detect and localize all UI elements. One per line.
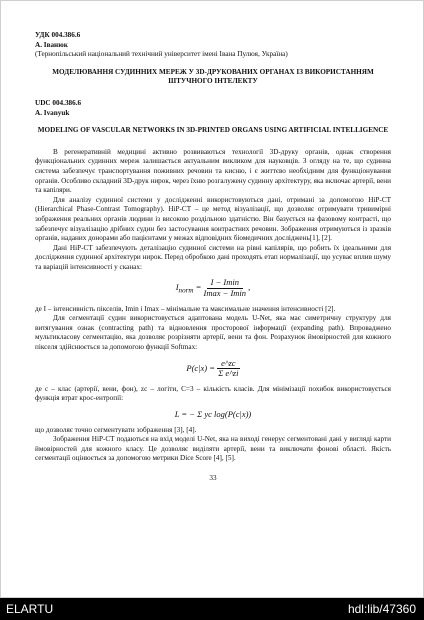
paragraph-2: Для аналізу судинної системи у дослідженні використовуються дані, отримані за допомогою HiP-CT (Hierarchical Phase-Contrast Tomography). HiP-CT – це метод візуалізації, що дозволяє отримувати тривимірні зображення реальних органів людини із високою роздільною здатністю. Він базується на фазовому контрасті, що забезпечує візуалізацію дрібних судин без застосування контрастних речовин. Зображення отримуються із зразків органів, наданих донорами або пацієнтами у межах відповідних біомедичних досліджень[1], [2]. xyxy=(35,195,391,243)
softmax-formula xyxy=(35,359,391,379)
formula-2-fraction xyxy=(217,359,239,379)
article-body xyxy=(35,31,391,491)
formula-1-numerator: I − Imin xyxy=(207,278,243,289)
normalization-formula: $I_{norm}$ = $\frac{I - Imin}{Imax - Imin}$ , xyxy=(175,277,251,299)
formula-1-fraction xyxy=(203,278,246,298)
repository-footer xyxy=(0,598,424,620)
footer-handle-link[interactable]: hdl:lib/47360 xyxy=(347,602,416,616)
title-en: MODELING OF VASCULAR NETWORKS IN 3D-PRINTED ORGANS USING ARTIFICIAL INTELLIGENCE xyxy=(37,126,389,135)
formula-2-denominator: Σ e^zi xyxy=(218,368,239,379)
author-en: A. Ivanyuk xyxy=(35,108,70,117)
paragraph-8: Зображення HiP-CT подаються на вхід моделі U-Net, яка на виході генерує сегментовані дані у вигляді карти ймовірностей для кожного класу. Це дозволяє виділяти артерії, вени та виключати фонові області. Якість сегментації оцінюється за допомогою метрики Dice Score [4], [5]. xyxy=(35,435,391,463)
formula-2-numerator: e^zc xyxy=(217,359,239,370)
paragraph-1: В регенеративній медицині активно розвиваються технології 3D-друку органів, однак створення функціональних судинних мереж залишається актуальним викликом для науковців. З огляду на те, що судинна система забезпечує транспортування поживних речовин та кисню, і є життєво необхідним для функціонування органів. Особливо складний 3D-друк нирок, через їхню розгалужену судинну архітектуру, яка включає артерії, вени та капіляри. xyxy=(35,147,391,195)
affiliation: (Тернопільський національний технічний університет імені Івана Пулюя, Україна) xyxy=(35,50,288,59)
paragraph-6: де c – клас (артерії, вени, фон), zc – логіти, C=3 – кількість класів. Для мінімізації похибок використовується функція втрат крос-ентропії: xyxy=(35,384,391,403)
formula-1-lhs-sub: norm xyxy=(178,287,194,296)
footer-left-label: ELARTU xyxy=(6,602,54,616)
paragraph-4: де I – інтенсивність пікселів, Imin і Imax – мінімальне та максимальне значення інтенсивності [2]. xyxy=(35,304,336,313)
udc-ua: УДК 004.386.6 xyxy=(35,31,81,39)
cross-entropy-formula: L = − Σ yc log(P(c|x)) xyxy=(174,409,252,419)
formula-2-lhs: P(c|x) = xyxy=(186,362,216,373)
title-ua: МОДЕЛЮВАННЯ СУДИННИХ МЕРЕЖ У 3D-ДРУКОВАНИХ ОРГАНАХ ІЗ ВИКОРИСТАННЯМ ШТУЧНОГО ІНТЕЛЕКТУ xyxy=(52,67,374,86)
paragraph-7: що дозволяє точно сегментувати зображення [3], [4]. xyxy=(35,425,197,434)
formula-1-denominator: Imax − Imin xyxy=(203,288,247,299)
formula-1-lhs: I xyxy=(175,282,179,293)
paragraph-3: Дані HiP-CT забезпечують деталізацію судинної системи на рівні капілярів, що робить їх ідеальними для дослідження судинної архітектури нирок. Перед обробкою дані проходять етап нормалізації, що усуває вплив шуму та варіацій інтенсивності у сканах: xyxy=(35,243,391,271)
author-ua: А. Іванюк xyxy=(35,40,68,49)
paragraph-5: Для сегментації судин використовується адаптована модель U-Net, яка має симетричну структуру для витягування ознак (contracting path) та відновлення просторової інформації (expanding path). Впроваджено мультикласову сегментацію, яка дозволяє розрізняти артерії, вени та фон. Розрахунок ймовірностей для кожного пікселя здійснюється за допомогою функції Softmax: xyxy=(35,314,391,352)
udc-en: UDC 004.386.6 xyxy=(35,98,82,107)
page-number: 33 xyxy=(209,473,217,482)
